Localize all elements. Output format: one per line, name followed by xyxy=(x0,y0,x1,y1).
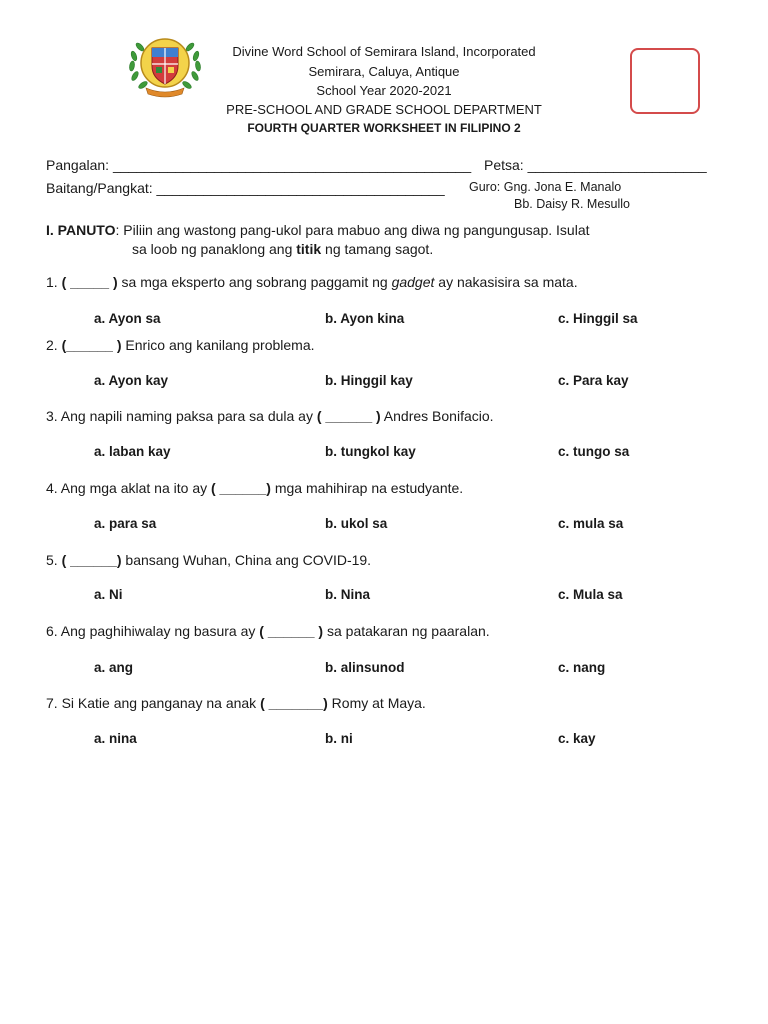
instructions-bold-word: titik xyxy=(296,241,322,257)
pangalan-field[interactable]: Pangalan: ______________________________________________ xyxy=(46,157,472,173)
choice-6a[interactable]: a. ang xyxy=(94,660,134,675)
choice-6c[interactable]: c. nang xyxy=(558,660,606,675)
choice-1a[interactable]: a. Ayon sa xyxy=(94,311,161,326)
choice-2a[interactable]: a. Ayon kay xyxy=(94,373,169,388)
instructions-label: I. PANUTO xyxy=(46,222,116,238)
choice-7c[interactable]: c. kay xyxy=(558,731,596,746)
choice-5a[interactable]: a. Ni xyxy=(94,587,123,602)
worksheet-title: FOURTH QUARTER WORKSHEET IN FILIPINO 2 xyxy=(247,121,521,135)
answer-blank-2[interactable]: (______ ) xyxy=(61,337,122,353)
guro-label: Guro: Gng. Jona E. Manalo xyxy=(469,180,622,194)
question-4: 4. Ang mga aklat na ito ay ( ______) mga mahihirap na estudyante. xyxy=(46,480,464,496)
choice-3a[interactable]: a. laban kay xyxy=(94,444,171,459)
answer-blank-5[interactable]: ( ______) xyxy=(61,552,122,568)
choice-2c[interactable]: c. Para kay xyxy=(558,373,629,388)
answer-blank-1[interactable]: ( _____ ) xyxy=(61,274,118,290)
choice-5c[interactable]: c. Mula sa xyxy=(558,587,623,602)
question-3: 3. Ang napili naming paksa para sa dula ay ( ______ ) Andres Bonifacio. xyxy=(46,408,494,424)
instructions-line1: : Piliin ang wastong pang-ukol para mabuo ang diwa ng pangungusap. Isulat xyxy=(115,222,590,238)
choice-3b[interactable]: b. tungkol kay xyxy=(325,444,416,459)
choice-5b[interactable]: b. Nina xyxy=(325,587,371,602)
choice-4c[interactable]: c. mula sa xyxy=(558,516,624,531)
choice-4b[interactable]: b. ukol sa xyxy=(325,516,388,531)
school-name: Divine Word School of Semirara Island, Incorporated xyxy=(232,44,536,59)
choice-1b[interactable]: b. Ayon kina xyxy=(325,311,405,326)
choice-1c[interactable]: c. Hinggil sa xyxy=(558,311,638,326)
school-year: School Year 2020-2021 xyxy=(316,83,452,98)
score-box[interactable] xyxy=(630,48,700,114)
instructions xyxy=(46,221,716,259)
department: PRE-SCHOOL AND GRADE SCHOOL DEPARTMENT xyxy=(226,102,542,117)
answer-blank-6[interactable]: ( ______ ) xyxy=(259,623,324,639)
baitang-field[interactable]: Baitang/Pangkat: _____________________________________ xyxy=(46,180,445,196)
petsa-field[interactable]: Petsa: _______________________ xyxy=(484,157,707,173)
choice-7b[interactable]: b. ni xyxy=(325,731,353,746)
answer-blank-7[interactable]: ( _______) xyxy=(260,695,328,711)
choice-3c[interactable]: c. tungo sa xyxy=(558,444,630,459)
answer-blank-3[interactable]: ( ______ ) xyxy=(316,408,381,424)
guro-label-2: Bb. Daisy R. Mesullo xyxy=(514,197,631,211)
question-1: 1. ( _____ ) sa mga eksperto ang sobrang paggamit ng gadget ay nakasisira sa mata. xyxy=(46,274,578,290)
question-7: 7. Si Katie ang panganay na anak ( _______) Romy at Maya. xyxy=(46,695,426,711)
question-6: 6. Ang paghihiwalay ng basura ay ( ______ ) sa patakaran ng paaralan. xyxy=(46,623,490,639)
choice-7a[interactable]: a. nina xyxy=(94,731,137,746)
choice-6b[interactable]: b. alinsunod xyxy=(325,660,405,675)
choice-4a[interactable]: a. para sa xyxy=(94,516,157,531)
choice-2b[interactable]: b. Hinggil kay xyxy=(325,373,413,388)
instructions-line2: sa loob ng panaklong ang titik ng tamang sagot. xyxy=(132,241,434,257)
question-5: 5. ( ______) bansang Wuhan, China ang COVID-19. xyxy=(46,552,372,568)
answer-blank-4[interactable]: ( ______) xyxy=(211,480,271,496)
question-2: 2. (______ ) Enrico ang kanilang problema. xyxy=(46,337,315,353)
school-address: Semirara, Caluya, Antique xyxy=(308,64,460,79)
